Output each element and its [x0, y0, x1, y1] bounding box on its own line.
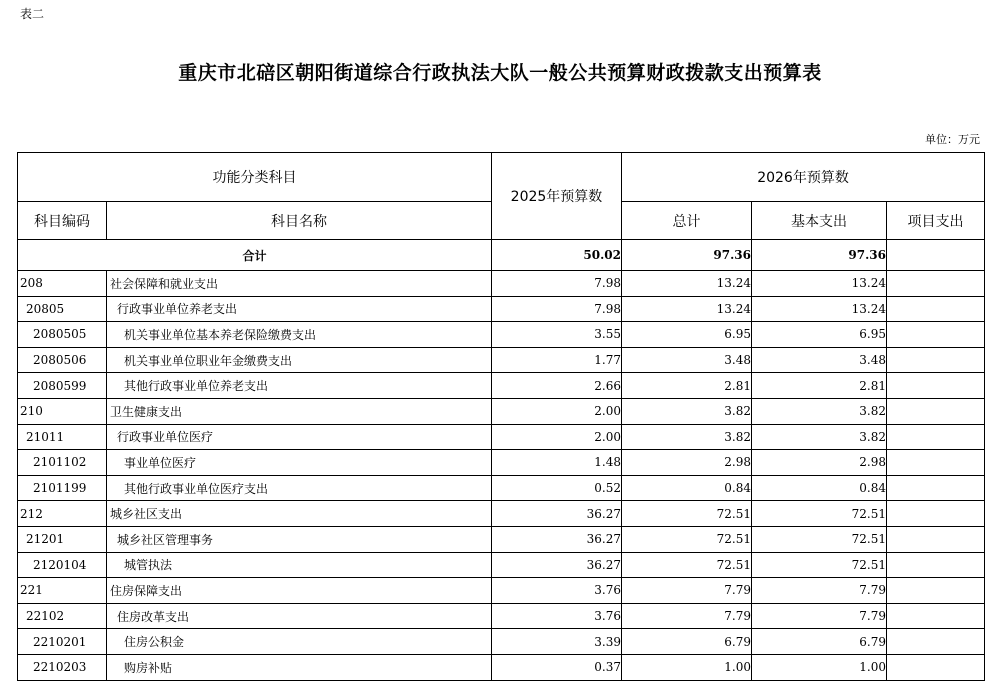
row-budget-2026-total: 7.79: [622, 578, 752, 604]
row-budget-2026-total: 72.51: [622, 526, 752, 552]
row-code: 2210203: [18, 654, 107, 680]
table-row: [18, 398, 985, 424]
row-budget-2026-project: [887, 475, 985, 501]
total-budget-2026-total: 97.36: [622, 240, 752, 271]
row-budget-2026-project: [887, 552, 985, 578]
row-budget-2026-basic: 3.82: [752, 398, 887, 424]
row-budget-2026-project: [887, 347, 985, 373]
row-budget-2025: 3.76: [492, 578, 622, 604]
row-budget-2026-basic: 13.24: [752, 296, 887, 322]
row-budget-2026-total: 1.00: [622, 654, 752, 680]
row-budget-2026-basic: 72.51: [752, 552, 887, 578]
row-budget-2025: 36.27: [492, 552, 622, 578]
row-code: 221: [18, 578, 107, 604]
row-name: 社会保障和就业支出: [107, 271, 492, 297]
table-row: [18, 296, 985, 322]
row-budget-2025: 2.00: [492, 398, 622, 424]
row-budget-2026-project: [887, 296, 985, 322]
row-code: 208: [18, 271, 107, 297]
row-budget-2025: 36.27: [492, 526, 622, 552]
row-budget-2025: 0.37: [492, 654, 622, 680]
row-name: 城乡社区管理事务: [107, 526, 492, 552]
row-code: 2210201: [18, 629, 107, 655]
row-budget-2026-project: [887, 373, 985, 399]
row-name: 机关事业单位职业年金缴费支出: [107, 347, 492, 373]
row-code: 21201: [18, 526, 107, 552]
row-code: 20805: [18, 296, 107, 322]
row-code: 2080505: [18, 322, 107, 348]
row-code: 2101102: [18, 450, 107, 476]
row-name: 卫生健康支出: [107, 398, 492, 424]
row-budget-2026-project: [887, 450, 985, 476]
row-budget-2026-project: [887, 322, 985, 348]
total-budget-2025: 50.02: [492, 240, 622, 271]
row-name: 机关事业单位基本养老保险缴费支出: [107, 322, 492, 348]
row-budget-2026-total: 0.84: [622, 475, 752, 501]
header-functional-category: 功能分类科目: [18, 153, 492, 202]
row-budget-2026-total: 72.51: [622, 552, 752, 578]
row-budget-2026-total: 3.48: [622, 347, 752, 373]
row-budget-2026-basic: 2.81: [752, 373, 887, 399]
table-row: [18, 501, 985, 527]
table-row: [18, 424, 985, 450]
row-name: 住房公积金: [107, 629, 492, 655]
row-budget-2026-total: 3.82: [622, 424, 752, 450]
row-budget-2025: 1.48: [492, 450, 622, 476]
row-code: 210: [18, 398, 107, 424]
row-budget-2026-basic: 0.84: [752, 475, 887, 501]
row-name: 事业单位医疗: [107, 450, 492, 476]
row-budget-2026-project: [887, 654, 985, 680]
row-budget-2026-total: 7.79: [622, 603, 752, 629]
header-row-top: [18, 153, 985, 202]
row-budget-2025: 0.52: [492, 475, 622, 501]
row-name: 城管执法: [107, 552, 492, 578]
row-code: 2080599: [18, 373, 107, 399]
row-budget-2025: 36.27: [492, 501, 622, 527]
row-budget-2026-project: [887, 578, 985, 604]
table-row: [18, 373, 985, 399]
table-row: [18, 475, 985, 501]
row-name: 其他行政事业单位医疗支出: [107, 475, 492, 501]
row-code: 2120104: [18, 552, 107, 578]
row-name: 购房补贴: [107, 654, 492, 680]
total-label: 合计: [18, 240, 492, 271]
row-budget-2026-basic: 6.95: [752, 322, 887, 348]
row-budget-2026-basic: 2.98: [752, 450, 887, 476]
header-budget-2026: 2026年预算数: [622, 153, 985, 202]
table-row: [18, 322, 985, 348]
header-basic: 基本支出: [752, 202, 887, 240]
row-budget-2026-project: [887, 501, 985, 527]
budget-table: [17, 152, 985, 681]
row-name: 城乡社区支出: [107, 501, 492, 527]
row-budget-2026-basic: 72.51: [752, 501, 887, 527]
row-budget-2025: 3.39: [492, 629, 622, 655]
table-row: [18, 271, 985, 297]
row-budget-2026-project: [887, 629, 985, 655]
table-row: [18, 552, 985, 578]
row-budget-2025: 1.77: [492, 347, 622, 373]
row-budget-2026-basic: 6.79: [752, 629, 887, 655]
header-total: 总计: [622, 202, 752, 240]
total-budget-2026-project: [887, 240, 985, 271]
table-row: [18, 526, 985, 552]
row-budget-2026-project: [887, 271, 985, 297]
row-budget-2026-total: 6.79: [622, 629, 752, 655]
header-project: 项目支出: [887, 202, 985, 240]
row-budget-2026-basic: 3.82: [752, 424, 887, 450]
row-name: 行政事业单位医疗: [107, 424, 492, 450]
row-name: 其他行政事业单位养老支出: [107, 373, 492, 399]
row-code: 22102: [18, 603, 107, 629]
row-budget-2026-total: 13.24: [622, 296, 752, 322]
row-name: 行政事业单位养老支出: [107, 296, 492, 322]
header-budget-2025: 2025年预算数: [492, 153, 622, 240]
row-budget-2025: 7.98: [492, 271, 622, 297]
row-budget-2026-total: 2.81: [622, 373, 752, 399]
row-budget-2026-total: 72.51: [622, 501, 752, 527]
row-budget-2025: 2.00: [492, 424, 622, 450]
row-budget-2025: 3.55: [492, 322, 622, 348]
table-row: [18, 603, 985, 629]
row-code: 2080506: [18, 347, 107, 373]
header-code: 科目编码: [18, 202, 107, 240]
row-budget-2025: 3.76: [492, 603, 622, 629]
table-row: [18, 578, 985, 604]
table-row: [18, 629, 985, 655]
table-row: [18, 450, 985, 476]
header-name: 科目名称: [107, 202, 492, 240]
row-budget-2026-total: 3.82: [622, 398, 752, 424]
table-label: 表二: [20, 7, 45, 21]
total-row: [18, 240, 985, 271]
row-budget-2026-basic: 72.51: [752, 526, 887, 552]
unit-label: 单位：万元: [925, 133, 980, 146]
row-budget-2026-basic: 7.79: [752, 603, 887, 629]
row-budget-2026-basic: 1.00: [752, 654, 887, 680]
table-row: [18, 347, 985, 373]
row-budget-2026-project: [887, 398, 985, 424]
row-budget-2026-basic: 7.79: [752, 578, 887, 604]
row-budget-2026-total: 6.95: [622, 322, 752, 348]
row-budget-2026-total: 13.24: [622, 271, 752, 297]
total-budget-2026-basic: 97.36: [752, 240, 887, 271]
row-code: 2101199: [18, 475, 107, 501]
row-budget-2026-total: 2.98: [622, 450, 752, 476]
row-budget-2026-project: [887, 603, 985, 629]
row-budget-2025: 7.98: [492, 296, 622, 322]
row-code: 212: [18, 501, 107, 527]
row-code: 21011: [18, 424, 107, 450]
row-budget-2026-basic: 3.48: [752, 347, 887, 373]
page-title: 重庆市北碚区朝阳街道综合行政执法大队一般公共预算财政拨款支出预算表: [178, 62, 822, 84]
row-budget-2026-basic: 13.24: [752, 271, 887, 297]
row-budget-2026-project: [887, 424, 985, 450]
row-budget-2025: 2.66: [492, 373, 622, 399]
row-name: 住房保障支出: [107, 578, 492, 604]
row-name: 住房改革支出: [107, 603, 492, 629]
row-budget-2026-project: [887, 526, 985, 552]
table-row: [18, 654, 985, 680]
